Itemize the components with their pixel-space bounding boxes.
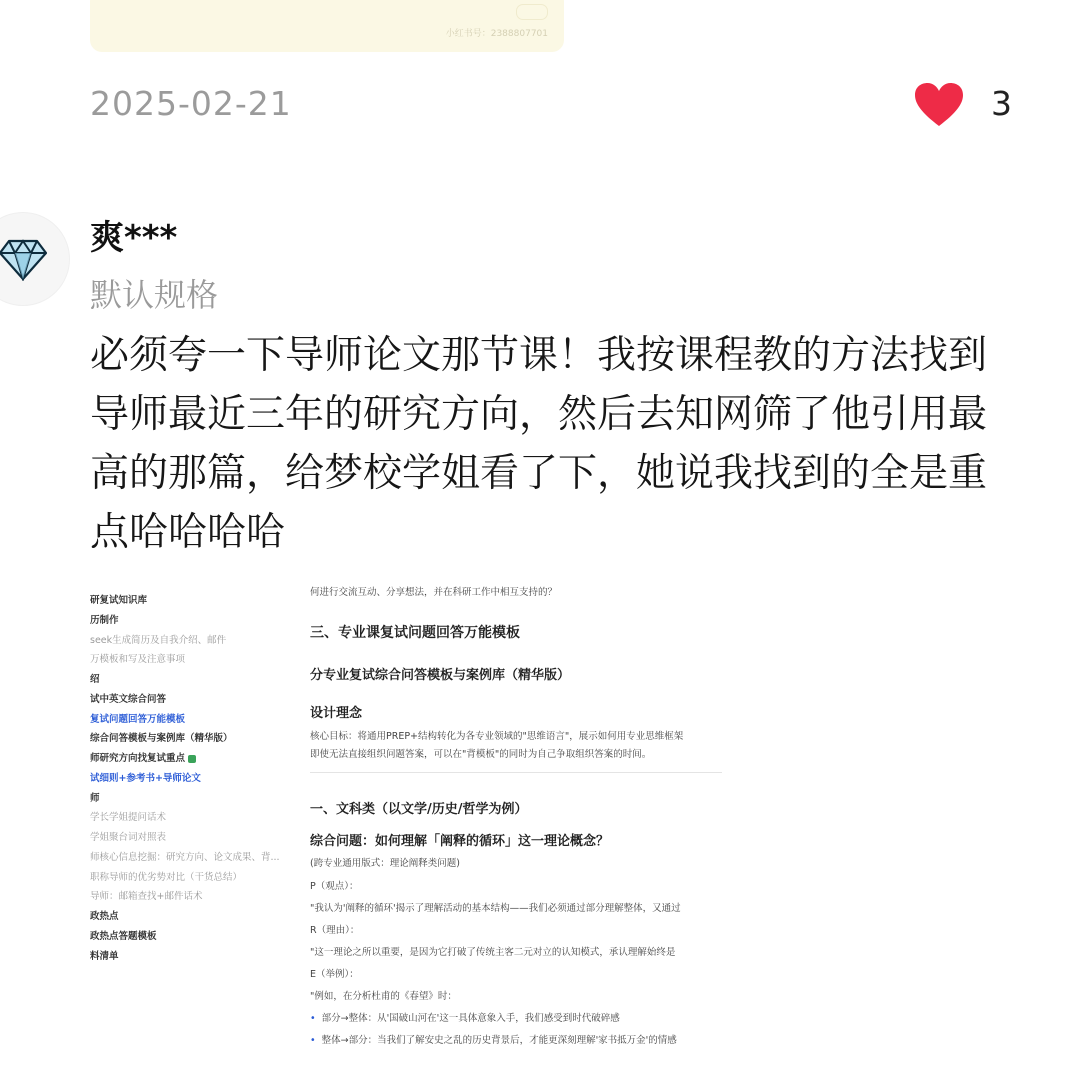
sidebar-item[interactable]: [90, 691, 166, 705]
comment-date: 2025-02-21: [90, 84, 292, 123]
sidebar-item[interactable]: [90, 770, 201, 784]
sidebar-item[interactable]: [90, 711, 185, 725]
sidebar-item-label: 料清单: [90, 951, 119, 962]
doc-section-title: 三、专业课复试问题回答万能模板: [310, 625, 520, 641]
diamond-icon: [0, 239, 47, 281]
doc-line: E（举例）：: [310, 969, 359, 980]
review-image[interactable]: [90, 572, 730, 1052]
screenshot-document: [310, 572, 730, 1052]
sidebar-item-label: 师: [90, 793, 100, 804]
sidebar-item-label: 试细则+参考书+导师论文: [90, 773, 201, 784]
sidebar-item-label: 学姐聚台词对照表: [90, 832, 167, 843]
doc-design-title: 设计理念: [310, 706, 363, 721]
sidebar-item[interactable]: [90, 790, 100, 804]
sidebar-item[interactable]: [90, 888, 202, 902]
doc-line: R（理由）：: [310, 925, 360, 936]
sidebar-item[interactable]: [90, 671, 100, 685]
sidebar-item-label: 政热点: [90, 911, 119, 922]
sidebar-item-label: 绍: [90, 674, 100, 685]
doc-line: "例如，在分析杜甫的《春望》时：: [310, 991, 457, 1002]
sidebar-item-label: 历制作: [90, 615, 119, 626]
sidebar-item-label: 学长学姐提问话术: [90, 812, 167, 823]
doc-line: "这一理论之所以重要，是因为它打破了传统主客二元对立的认知模式，承认理解始终是: [310, 947, 676, 958]
doc-divider: [310, 772, 722, 773]
sidebar-item-label: 复试问题回答万能模板: [90, 714, 186, 725]
sidebar-item[interactable]: [90, 612, 119, 626]
sidebar-item[interactable]: [90, 849, 280, 863]
sidebar-item[interactable]: [90, 829, 166, 843]
doc-bullet: • 部分→整体：从'国破山河在'这一具体意象入手，我们感受到时代破碎感: [310, 1010, 620, 1024]
product-spec: 默认规格: [90, 276, 219, 314]
doc-line: 核心目标：将通用PREP+结构转化为各专业领域的"思维语言"，展示如何用专业思维框架: [310, 731, 684, 742]
avatar[interactable]: [0, 212, 70, 306]
sidebar-item-label: seek生成简历及自我介绍、邮件: [90, 635, 227, 646]
sidebar-item-label: 政热点答题模板: [90, 931, 157, 942]
sidebar-item-label: 职称导师的优劣势对比（干货总结）: [90, 872, 243, 883]
doc-line: (跨专业通用版式：理论阐释类问题): [310, 858, 460, 869]
sidebar-item[interactable]: [90, 908, 119, 922]
sidebar-item[interactable]: [90, 928, 157, 942]
screenshot-sidebar: [90, 572, 300, 1052]
review-text: 必须夸一下导师论文那节课！我按课程教的方法找到导师最近三年的研究方向，然后去知网筛了他引用最高的那篇，给梦校学姐看了下，她说我找到的全是重点哈哈哈哈: [90, 333, 988, 555]
doc-question: 综合问题：如何理解「阐释的循环」这一理论概念？: [310, 834, 610, 849]
sidebar-item-label: 试中英文综合问答: [90, 694, 167, 705]
doc-bullet: • 整体→部分：当我们了解安史之乱的历史背景后，才能更深刻理解'家书抵万金'的情感: [310, 1032, 677, 1046]
doc-subtitle: 分专业复试综合问答模板与案例库（精华版）: [310, 668, 571, 683]
doc-line: "我认为'阐释的循环'揭示了理解活动的基本结构——我们必须通过部分理解整体，又通过: [310, 903, 681, 914]
sidebar-item[interactable]: [90, 869, 242, 883]
sidebar-item[interactable]: [90, 651, 185, 665]
sidebar-item[interactable]: [90, 632, 226, 646]
previous-card-button[interactable]: [516, 4, 548, 20]
check-badge-icon: [188, 755, 196, 763]
sidebar-item-label: 师研究方向找复试重点: [90, 753, 186, 764]
sidebar-item[interactable]: [90, 948, 119, 962]
sidebar-item[interactable]: [90, 750, 196, 764]
doc-line: P（观点）：: [310, 881, 359, 892]
doc-part-title: 一、文科类（以文学/历史/哲学为例）: [310, 802, 528, 817]
heart-icon[interactable]: [914, 82, 964, 128]
sidebar-item[interactable]: [90, 592, 147, 606]
previous-card: [90, 0, 564, 52]
sidebar-item-label: 师核心信息挖掘：研究方向、论文成果、背...: [90, 852, 280, 863]
sidebar-item-label: 研复试知识库: [90, 595, 148, 606]
doc-line: 何进行交流互动、分享想法，并在科研工作中相互支持的？: [310, 587, 558, 598]
sidebar-item[interactable]: [90, 730, 233, 744]
sidebar-item-label: 综合问答模板与案例库（精华版）: [90, 733, 233, 744]
previous-card-text: 小红书号：2388807701: [445, 29, 548, 39]
sidebar-item-label: 万模板和写及注意事项: [90, 654, 186, 665]
username[interactable]: 爽***: [90, 218, 178, 258]
like-count: 3: [991, 84, 1012, 123]
sidebar-item-label: 导师：邮箱查找+邮件话术: [90, 891, 203, 902]
sidebar-item[interactable]: [90, 809, 166, 823]
doc-line: 即使无法直接组织问题答案，可以在"背模板"的同时为自己争取组织答案的时间。: [310, 749, 652, 760]
